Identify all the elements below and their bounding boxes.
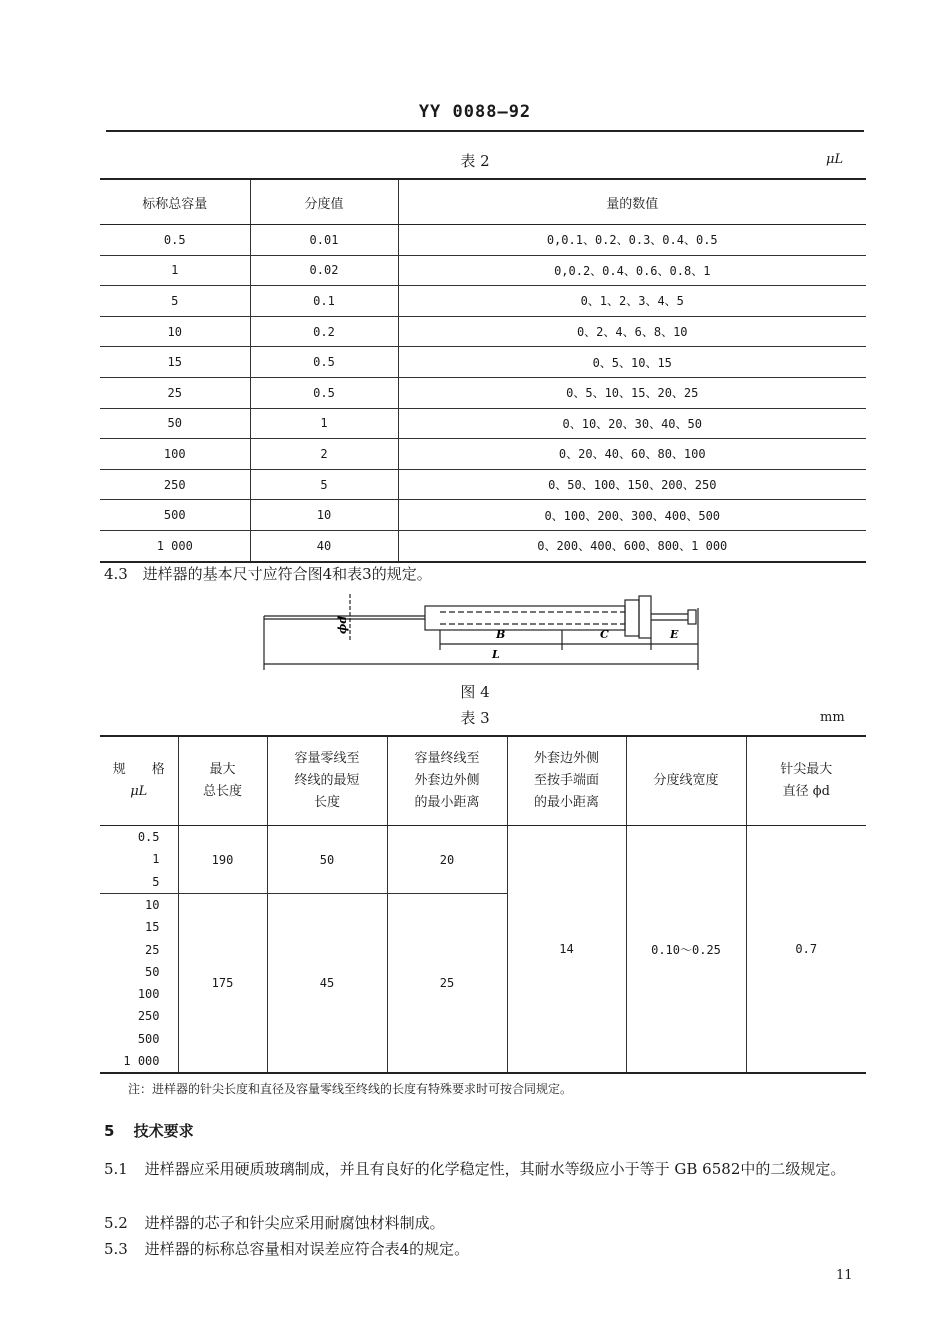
clause-number: 4.3: [104, 565, 128, 583]
table3-note: 注：进样器的针尖长度和直径及容量零线至终线的长度有特殊要求时可按合同规定。: [128, 1082, 573, 1096]
table3-spec-value: 15: [145, 920, 160, 935]
table2-row: [100, 225, 866, 256]
table3-cell: 45: [267, 894, 387, 1074]
table3-spec-value: 5: [152, 874, 160, 889]
table2-cell: 15: [100, 347, 250, 378]
table2-cell: 0、200、400、600、800、1 000: [398, 530, 866, 561]
table2-row: [100, 469, 866, 500]
section-title: 技术要求: [133, 1122, 194, 1140]
table2-col-header: 标称总容量: [100, 179, 250, 225]
table3-cell: 190: [178, 826, 267, 894]
table3-spec-value: 0.5: [137, 830, 160, 845]
table3-header-sleeve-to-push: 外套边外侧 至按手端面 的最小距离: [507, 736, 626, 826]
clause-text: 进样器的芯子和针尖应采用耐腐蚀材料制成。: [144, 1214, 445, 1232]
table3-group1-specs: [100, 826, 178, 894]
figure-label-l: L: [492, 648, 500, 661]
table2-cell: 5: [250, 469, 398, 500]
table3-spec-value: 50: [145, 964, 160, 979]
table2-cell: 25: [100, 377, 250, 408]
table2-unit: μL: [826, 152, 844, 167]
table2-cell: 5: [100, 286, 250, 317]
table2-row: [100, 439, 866, 470]
table3-cell-shared: 14: [507, 826, 626, 1074]
table2-cell: 10: [100, 316, 250, 347]
table2-cell: 0、5、10、15: [398, 347, 866, 378]
table2-row: [100, 530, 866, 561]
table3-spec-value: 250: [137, 1009, 160, 1024]
table2-row: [100, 500, 866, 531]
table2-cell: 0、100、200、300、400、500: [398, 500, 866, 531]
figure-label-e: E: [670, 628, 679, 641]
table3-unit: mm: [820, 710, 845, 725]
table2-cell: 40: [250, 530, 398, 561]
clause-text: 进样器的标称总容量相对误差应符合表4的规定。: [144, 1240, 470, 1258]
table3-spec-value: 500: [137, 1031, 160, 1046]
table2-col-header: 量的数值: [398, 179, 866, 225]
clause-number: 5.1: [104, 1160, 128, 1178]
table3-spec-value: 100: [137, 987, 160, 1002]
table3-spec-value: 25: [145, 942, 160, 957]
table3-header-row: [100, 736, 866, 826]
table-2: [100, 178, 866, 563]
table2-row: [100, 347, 866, 378]
clause-4-3: [104, 563, 432, 584]
table2-row: [100, 316, 866, 347]
table2-cell: 50: [100, 408, 250, 439]
table2-cell: 500: [100, 500, 250, 531]
barrel-outline: [425, 606, 625, 630]
table2-cell: 0.1: [250, 286, 398, 317]
table2-cell: 10: [250, 500, 398, 531]
table3-cell-shared: 0.7: [746, 826, 866, 1074]
table3-cell: 175: [178, 894, 267, 1074]
table3-cell: 50: [267, 826, 387, 894]
table2-row: [100, 408, 866, 439]
clause-text: 进样器应采用硬质玻璃制成，并且有良好的化学稳定性，其耐水等级应小于等于 GB 6582中的二级规定。: [144, 1160, 846, 1178]
table2-cell: 1: [250, 408, 398, 439]
table2-cell: 0、1、2、3、4、5: [398, 286, 866, 317]
table2-cell: 0、20、40、60、80、100: [398, 439, 866, 470]
table2-cell: 0.5: [250, 347, 398, 378]
table2-header-row: [100, 179, 866, 225]
table3-header-max-length: 最大 总长度: [178, 736, 267, 826]
table2-row: [100, 255, 866, 286]
table3-spec-value: 1: [152, 852, 160, 867]
page-number: 11: [836, 1268, 853, 1283]
table2-cell: 0、5、10、15、20、25: [398, 377, 866, 408]
clause-5-2: [104, 1210, 864, 1236]
table3-group2-specs: [100, 894, 178, 1074]
figure-label-b: B: [496, 628, 506, 641]
table2-cell: 0、2、4、6、8、10: [398, 316, 866, 347]
clause-number: 5.3: [104, 1240, 128, 1258]
section-number: 5: [104, 1122, 115, 1140]
table3-group1-row: [100, 826, 866, 894]
table3-header-spec: 规 格 μL: [100, 736, 178, 826]
table2-cell: 0、50、100、150、200、250: [398, 469, 866, 500]
barrel-collar: [625, 600, 639, 636]
table2-cell: 1 000: [100, 530, 250, 561]
table2-row: [100, 377, 866, 408]
table2-cell: 250: [100, 469, 250, 500]
table3-cell: 25: [387, 894, 507, 1074]
table2-cell: 0,0.2、0.4、0.6、0.8、1: [398, 255, 866, 286]
table3-header-zero-to-end: 容量零线至 终线的最短 长度: [267, 736, 387, 826]
table2-cell: 0.01: [250, 225, 398, 256]
table2-cell: 0.2: [250, 316, 398, 347]
finger-flange: [639, 596, 651, 638]
section-5-heading: [104, 1120, 194, 1141]
document-id-header: YY 0088—92: [418, 102, 532, 122]
clause-5-1: [104, 1156, 864, 1182]
table2-col-header: 分度值: [250, 179, 398, 225]
table3-cell: 20: [387, 826, 507, 894]
table2-cell: 0.5: [100, 225, 250, 256]
table2-cell: 1: [100, 255, 250, 286]
table3-caption: 表 3: [460, 709, 490, 727]
table3-header-line-width: 分度线宽度: [626, 736, 746, 826]
table2-cell: 2: [250, 439, 398, 470]
table-3: [100, 735, 866, 1074]
plunger-knob: [688, 610, 696, 624]
table2-caption: 表 2: [460, 152, 490, 170]
table2-cell: 0,0.1、0.2、0.3、0.4、0.5: [398, 225, 866, 256]
table2-cell: 0、10、20、30、40、50: [398, 408, 866, 439]
figure-label-c: C: [600, 628, 609, 641]
table3-cell-shared: 0.10～0.25: [626, 826, 746, 1074]
figure-4-syringe-drawing: [250, 590, 710, 680]
table2-row: [100, 286, 866, 317]
figure4-caption: 图 4: [460, 683, 490, 701]
table2-cell: 100: [100, 439, 250, 470]
table3-header-tip-diameter: 针尖最大 直径 ϕd: [746, 736, 866, 826]
clause-number: 5.2: [104, 1214, 128, 1232]
table3-header-end-to-sleeve: 容量终线至 外套边外侧 的最小距离: [387, 736, 507, 826]
table3-spec-value: 10: [145, 898, 160, 912]
clause-text: 进样器的基本尺寸应符合图4和表3的规定。: [142, 565, 432, 583]
header-rule: [106, 130, 864, 132]
figure-label-phi-d: ϕd: [336, 615, 349, 634]
table3-spec-value: 1 000: [123, 1054, 160, 1069]
table2-cell: 0.5: [250, 377, 398, 408]
table2-cell: 0.02: [250, 255, 398, 286]
clause-5-3: [104, 1236, 864, 1262]
